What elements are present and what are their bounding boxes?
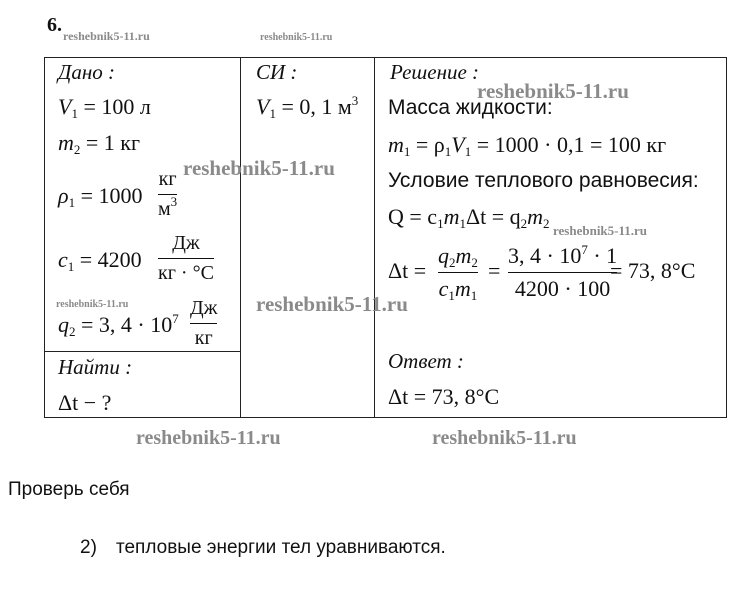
given-header: Дано :	[58, 60, 116, 84]
given-c1-unit: Дж кг · °С	[158, 232, 214, 284]
dt-result: = 73, 8°С	[610, 258, 696, 283]
check-item-text: тепловые энергии тел уравниваются.	[116, 537, 446, 558]
si-header: СИ :	[256, 60, 298, 84]
watermark: reshebnik5-11.ru	[136, 427, 281, 449]
balance-equation: $Q = c_1m_1\Delta t = q_2m_2$	[388, 204, 550, 231]
watermark: reshebnik5-11.ru	[260, 32, 333, 43]
given-q2-unit: Дж кг	[190, 297, 218, 349]
given-q2: $q_2 = 3$, $4 \cdot 10^7$	[58, 311, 179, 339]
dt-fraction-numeric: 3, $4 \cdot 10^7 \cdot 1$ 4200 · 100	[508, 242, 618, 301]
dt-fraction-symbolic: $q_2m_2$ $c_1m_1$	[438, 243, 478, 303]
watermark: reshebnik5-11.ru	[432, 427, 577, 449]
answer-header: Ответ :	[388, 349, 464, 373]
given-v1: $V_1 = 100$ л	[58, 94, 151, 121]
problem-number: 6.	[47, 14, 62, 36]
table-border-bottom	[44, 417, 727, 418]
find-header: Найти :	[58, 355, 133, 379]
watermark: reshebnik5-11.ru	[477, 79, 629, 103]
table-divider-2	[374, 57, 375, 418]
dt-equation-lhs: Δt =	[388, 258, 427, 283]
watermark: reshebnik5-11.ru	[256, 292, 408, 316]
given-rho1: $\rho_1 = 1000$	[58, 183, 143, 210]
watermark: reshebnik5-11.ru	[183, 156, 335, 180]
watermark: reshebnik5-11.ru	[56, 299, 129, 310]
watermark: reshebnik5-11.ru	[63, 29, 150, 43]
check-title: Проверь себя	[8, 479, 130, 500]
find-divider	[44, 351, 241, 352]
mass-label: Масса жидкости:	[388, 96, 553, 119]
given-c1: $c_1 = 4200$	[58, 247, 142, 274]
table-divider-1	[240, 57, 241, 418]
answer-value: Δt = 73, 8°С	[388, 384, 500, 409]
balance-label: Условие теплового равновесия:	[388, 169, 699, 192]
find-item: Δt − ?	[58, 390, 112, 415]
mass-equation: $m_1 = \rho_1V_1 = 1000 \cdot 0,1 = 100$ кг	[388, 132, 667, 159]
table-border-top	[44, 57, 727, 58]
table-border-right	[726, 57, 727, 418]
table-border-left	[44, 57, 45, 418]
si-v1: $V_1 = 0$, 1 $м^3$	[256, 93, 359, 121]
solution-header: Решение :	[390, 60, 480, 84]
dt-equals: =	[488, 258, 501, 283]
given-m2: $m_2 = 1$ кг	[58, 130, 141, 157]
given-rho1-unit: кг $м^3$	[158, 168, 178, 220]
check-item-number: 2)	[80, 537, 97, 558]
watermark: reshebnik5-11.ru	[553, 223, 648, 238]
